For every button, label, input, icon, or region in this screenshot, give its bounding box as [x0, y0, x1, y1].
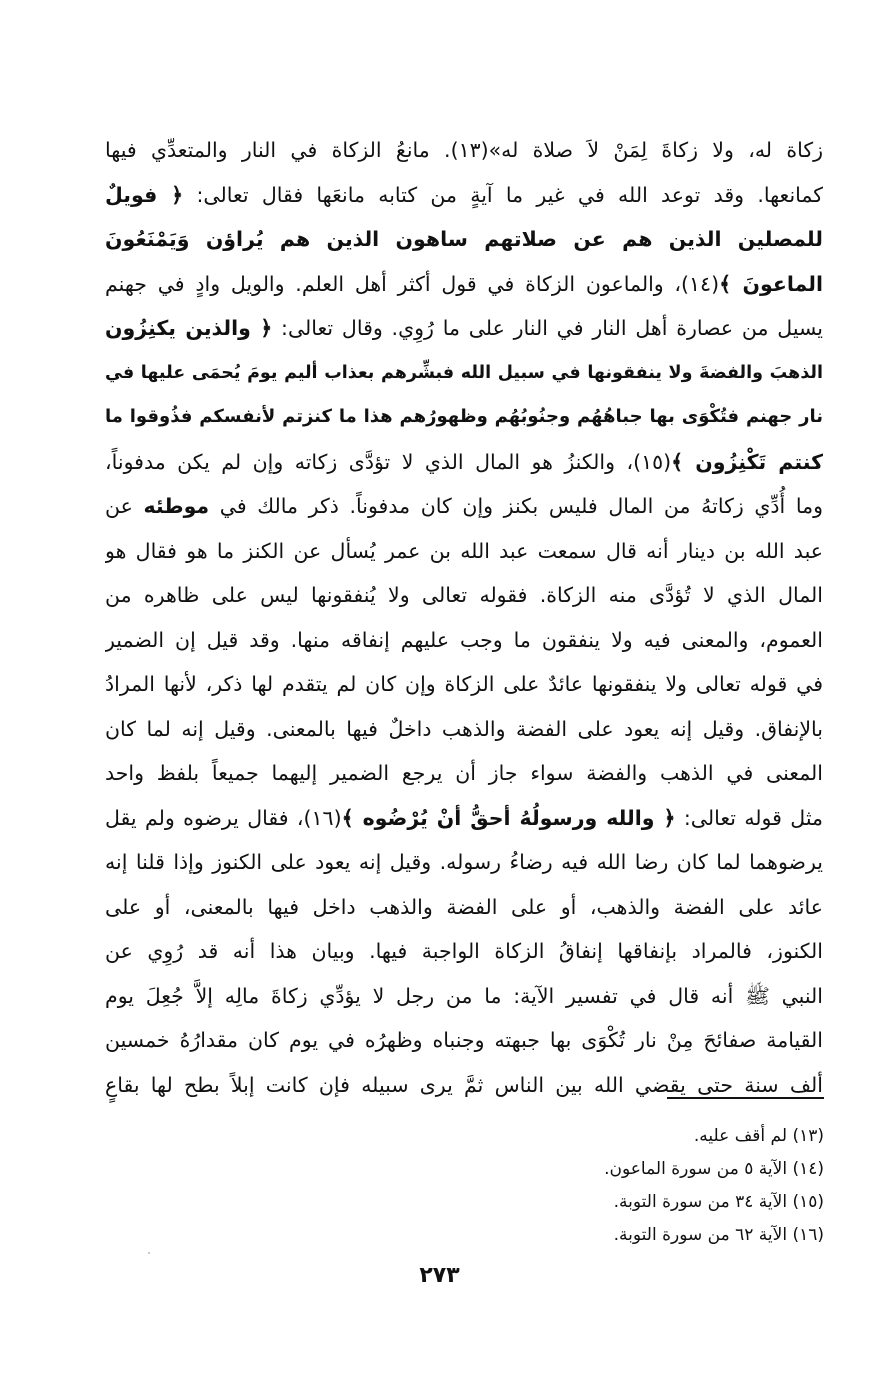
quran-quote: موطئه [143, 494, 210, 518]
paper-speck [148, 1252, 150, 1254]
text-segment: (١٤)، والماعون الزكاة في قول أكثر أهل العلم. والويل وادٍ في جهنم [105, 271, 720, 296]
quran-quote: نار جهنم فتُكْوَى بها جباهُهُم وجنُوبُهُم وظهورُهم هذا ما كنزتم لأنفسكم فذُوقوا ما [105, 406, 823, 427]
text-line [105, 262, 823, 307]
quran-quote: للمصلين الذين هم عن صلاتهم ساهون الذين هم يُراؤن وَيَمْنَعُونَ [105, 227, 823, 251]
text-line [105, 796, 823, 841]
text-line [105, 128, 823, 173]
text-line [105, 707, 823, 752]
text-line [105, 529, 823, 574]
text-segment: مثل قوله تعالى: [675, 805, 823, 830]
text-segment: النبي ﷺ أنه قال في تفسير الآية: ما من رجل لا يؤدِّي زكاةَ مالِه إلاَّ جُعِلَ يوم [105, 983, 823, 1008]
text-line [105, 306, 823, 351]
footnote-14: (١٤) الآية ٥ من سورة الماعون. [604, 1159, 824, 1179]
text-segment: عبد الله بن دينار أنه قال سمعت عبد الله بن عمر يُسأل عن الكنز ما هو فقال هو [105, 538, 823, 563]
footnote-separator [667, 1097, 824, 1099]
text-line [105, 840, 823, 885]
text-segment: في قوله تعالى ولا ينفقونها عائدٌ على الزكاة وإن كان لم يتقدم لها ذكر، لأنها المرادُ [105, 672, 823, 696]
text-line [105, 1018, 823, 1063]
footnote-15: (١٥) الآية ٣٤ من سورة التوبة. [613, 1192, 824, 1212]
text-line [105, 173, 823, 218]
text-line [105, 974, 823, 1019]
quran-quote: الماعونَ ﴾ [719, 271, 823, 296]
quran-quote: كنتم تَكْنِزُون ﴾ [671, 449, 823, 474]
text-line [105, 751, 823, 796]
text-segment: المال الذي لا تُؤدَّى منه الزكاة. فقوله تعالى ولا يُنفقونها ليس على ظاهره من [105, 583, 823, 607]
footnote-13: (١٣) لم أقف عليه. [693, 1126, 824, 1146]
text-segment: عائد على الفضة والذهب، أو على الفضة والذهب داخل فيها بالمعنى، أو على [105, 894, 823, 919]
text-segment: بالإنفاق. وقيل إنه يعود على الفضة والذهب داخلٌ فيها بالمعنى. وقيل إنه لما كان [105, 716, 823, 741]
text-line [105, 395, 823, 440]
text-segment: وما أُدِّي زكاتهُ من المال فليس بكنز وإن كان مدفوناً. ذكر مالك في [209, 494, 823, 518]
text-segment: عن [105, 494, 144, 518]
text-segment: ألف سنة حتى يقضي الله بين الناس ثمَّ يرى سبيله فإن كانت إبلاً بطح لها بقاعٍ [105, 1072, 823, 1097]
text-line [105, 1063, 823, 1108]
text-segment: الكنوز، فالمراد بإنفاقها إنفاقُ الزكاة الواجبة فيها. وبيان هذا أنه قد رُوِي عن [105, 939, 823, 963]
text-line [105, 351, 823, 396]
page-number: ٢٧٣ [419, 1263, 460, 1288]
text-line [105, 662, 823, 707]
quran-quote: ﴿ والله ورسولُهُ أحقُّ أنْ يُرْضُوه ﴾ [341, 805, 676, 830]
text-line [105, 885, 823, 930]
quran-quote: ﴿ والذين يكنِزُون [105, 316, 273, 340]
footnotes [300, 1120, 824, 1252]
text-line [105, 484, 823, 529]
text-segment: العموم، والمعنى فيه ولا ينفقون ما وجب عليهم إنفاقه منها. وقد قيل إن الضمير [105, 627, 823, 652]
text-line [105, 929, 823, 974]
text-segment: (١٦)، فقال يرضوه ولم يقل [105, 805, 342, 830]
text-line [105, 618, 823, 663]
text-line [105, 573, 823, 618]
quran-quote: الذهبَ والفضةَ ولا ينفقونها في سبيل الله فبشِّرهم بعذاب أليم يومَ يُحمَى عليها في [105, 362, 823, 383]
text-segment: القيامة صفائحَ مِنْ نار تُكْوَى بها جبهته وجنباه وظهرُه في يوم كان مقدارُهُ خمسين [105, 1028, 823, 1052]
body-text [105, 128, 823, 1107]
text-segment: يرضوهما لما كان رضا الله فيه رضاءُ رسوله. وقيل إنه يعود على الكنوز وإذا قلنا إنه [105, 850, 823, 874]
text-segment: (١٥)، والكنزُ هو المال الذي لا تؤدَّى زكاته وإن لم يكن مدفوناً، [105, 449, 672, 474]
text-line [105, 217, 823, 262]
quran-quote: ﴿ فويلٌ [105, 182, 184, 207]
text-segment: كمانعها. وقد توعد الله في غير ما آيةٍ من كتابه مانعَها فقال تعالى: [183, 182, 823, 207]
text-segment: زكاة له، ولا زكاةَ لِمَنْ لاَ صلاة له»(١٣). مانعُ الزكاة في النار والمتعدِّي فيها [105, 138, 823, 162]
text-line [105, 440, 823, 485]
text-segment: يسيل من عصارة أهل النار في النار على ما رُوِي. وقال تعالى: [272, 316, 823, 340]
footnote-16: (١٦) الآية ٦٢ من سورة التوبة. [613, 1225, 824, 1245]
text-segment: المعنى في الذهب والفضة سواء جاز أن يرجع الضمير إليهما جميعاً بلفظ واحد [105, 761, 823, 785]
